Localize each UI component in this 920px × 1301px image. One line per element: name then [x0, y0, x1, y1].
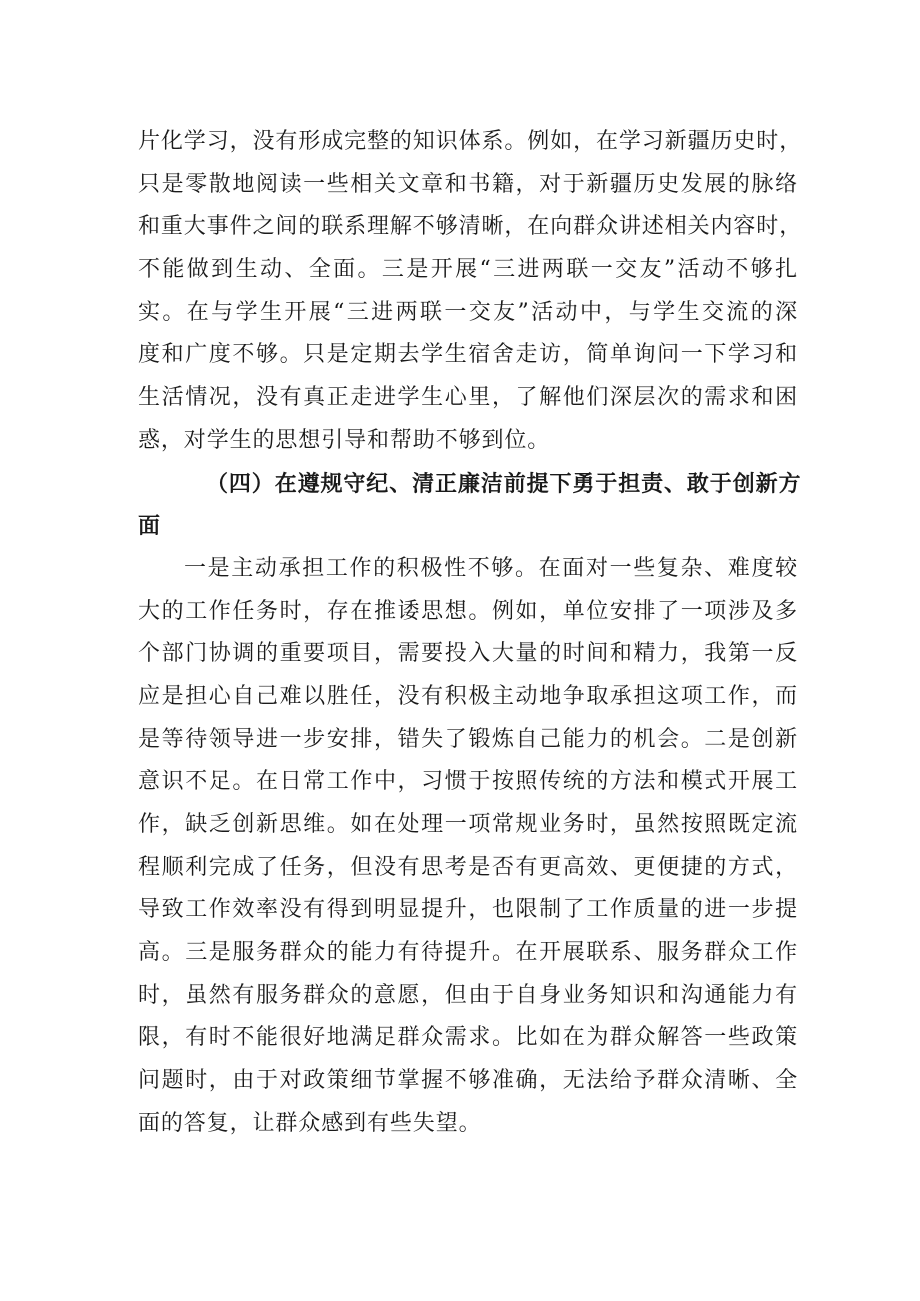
- text-line: 实。在与学生开展“三进两联一交友”活动中，与学生交流的深: [138, 299, 798, 325]
- text-line: 面的答复，让群众感到有些失望。: [138, 1110, 482, 1136]
- text-line: 时，虽然有服务群众的意愿，但由于自身业务知识和沟通能力有: [138, 982, 798, 1008]
- text-line: 程顺利完成了任务，但没有思考是否有更高效、更便捷的方式，: [138, 854, 798, 880]
- paragraph-responsibility: [138, 548, 798, 1146]
- text-line: 不能做到生动、全面。三是开展“三进两联一交友”活动不够扎: [138, 257, 798, 283]
- text-line: 和重大事件之间的联系理解不够清晰，在向群众讲述相关内容时，: [138, 214, 803, 240]
- paragraph-study: [138, 121, 803, 463]
- text-line: 作，缺乏创新思维。如在处理一项常规业务时，虽然按照既定流: [138, 812, 798, 837]
- text-line: 一是主动承担工作的积极性不够。在面对一些复杂、难度较: [184, 555, 798, 581]
- heading-line: 面: [138, 513, 161, 540]
- text-line: 生活情况，没有真正走进学生心里，了解他们深层次的需求和困: [138, 385, 798, 411]
- text-line: 度和广度不够。只是定期去学生宿舍走访，简单询问一下学习和: [138, 342, 798, 368]
- text-line: 片化学习，没有形成完整的知识体系。例如，在学习新疆历史时，: [138, 129, 803, 154]
- document-body: [138, 121, 803, 1146]
- section-heading-4: [138, 463, 802, 548]
- text-line: 是等待领导进一步安排，错失了锻炼自己能力的机会。二是创新: [138, 726, 798, 752]
- heading-line: （四）在遵规守纪、清正廉洁前提下勇于担责、敢于创新方: [206, 470, 802, 497]
- text-line: 只是零散地阅读一些相关文章和书籍，对于新疆历史发展的脉络: [138, 171, 798, 197]
- text-line: 应是担心自己难以胜任，没有积极主动地争取承担这项工作，而: [138, 683, 798, 709]
- text-line: 个部门协调的重要项目，需要投入大量的时间和精力，我第一反: [138, 641, 798, 667]
- text-line: 大的工作任务时，存在推诿思想。例如，单位安排了一项涉及多: [138, 598, 798, 624]
- text-line: 高。三是服务群众的能力有待提升。在开展联系、服务群众工作: [138, 940, 798, 966]
- text-line: 问题时，由于对政策细节掌握不够准确，无法给予群众清晰、全: [138, 1068, 798, 1094]
- text-line: 意识不足。在日常工作中，习惯于按照传统的方法和模式开展工: [138, 769, 798, 795]
- text-line: 限，有时不能很好地满足群众需求。比如在为群众解答一些政策: [138, 1025, 798, 1051]
- text-line: 惑，对学生的思想引导和帮助不够到位。: [138, 427, 551, 453]
- text-line: 导致工作效率没有得到明显提升，也限制了工作质量的进一步提: [138, 897, 798, 923]
